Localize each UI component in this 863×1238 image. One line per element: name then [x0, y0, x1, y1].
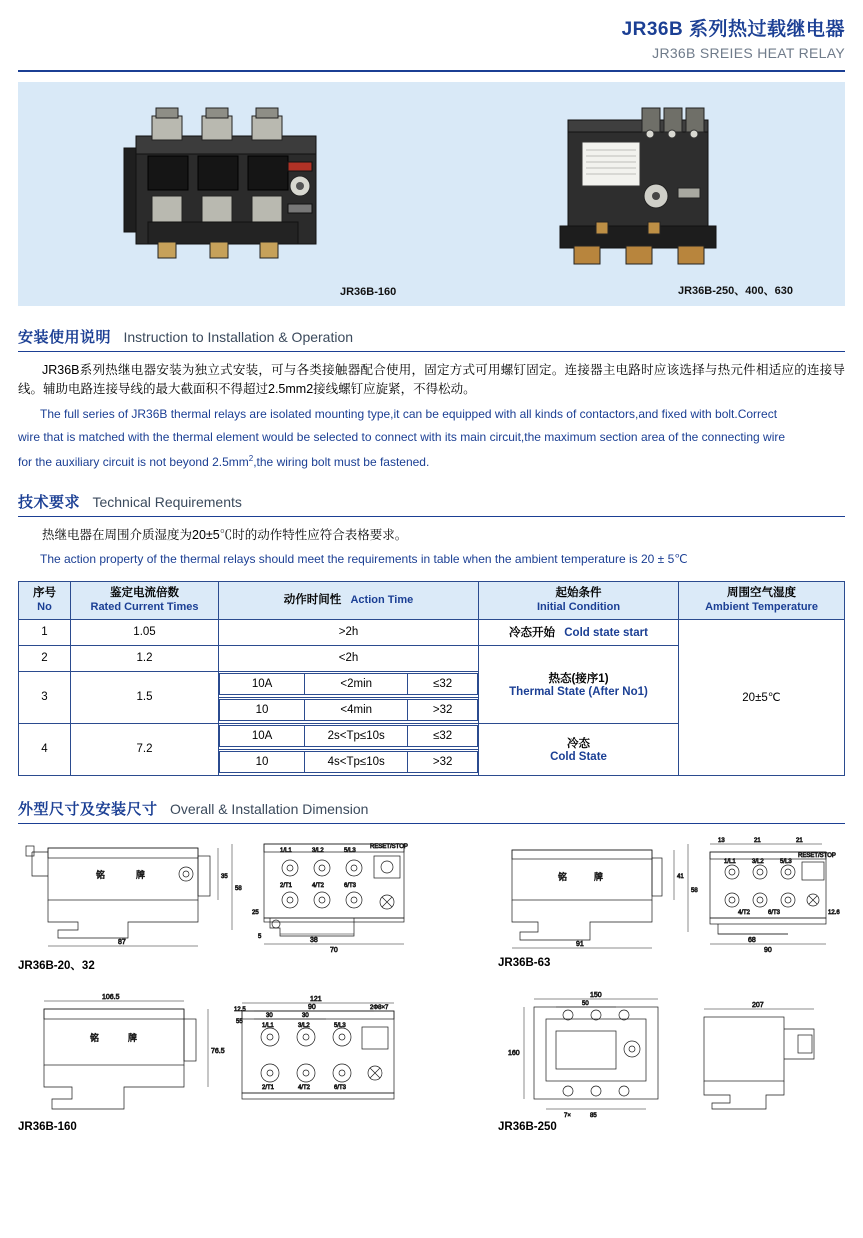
svg-text:3/L2: 3/L2: [312, 847, 324, 854]
installation-en-line2: wire that is matched with the thermal element would be selected to connect with its main circuit,the maximum section area of the connecting wire: [18, 430, 786, 445]
svg-text:2/T1: 2/T1: [280, 882, 293, 889]
section-title-en-technical: Technical Requirements: [92, 493, 242, 510]
cell-action-3a: [219, 671, 479, 697]
product-image-jr36b-160: [118, 104, 343, 269]
cell-action-4b-a: 10: [220, 752, 305, 773]
svg-text:76.5: 76.5: [211, 1047, 225, 1055]
cell-action-3b-b: <4min: [305, 700, 408, 721]
svg-text:87: 87: [118, 938, 126, 946]
cell-condition-1-en: Cold state start: [564, 627, 648, 640]
svg-text:25: 25: [252, 909, 259, 916]
section-divider-dimension: [18, 823, 845, 824]
cell-condition-1: [479, 619, 679, 645]
table-head: [19, 581, 845, 619]
svg-text:85: 85: [590, 1112, 597, 1119]
cell-action-4a-b: 2s<Tp≤10s: [305, 726, 408, 747]
action-property-table: [18, 581, 845, 776]
photo-caption-right: JR36B-250、400、630: [678, 285, 793, 297]
section-heading-dimension: [18, 798, 845, 819]
th-initial-condition-en: Initial Condition: [536, 600, 621, 613]
cell-action-2: <2h: [219, 645, 479, 671]
svg-text:35: 35: [221, 873, 228, 880]
technical-paragraph-en: The action property of the thermal relays should meet the requirements in table when the ambient temperature is 20 ± 5℃: [40, 552, 688, 567]
th-action-time-en: Action Time: [350, 593, 414, 606]
cell-times-3: 1.5: [71, 671, 219, 723]
svg-text:RESET/STOP: RESET/STOP: [370, 843, 408, 850]
svg-text:50: 50: [582, 1000, 589, 1007]
svg-text:58: 58: [235, 885, 242, 892]
th-initial-condition: [479, 581, 679, 619]
dimension-drawings: [18, 830, 845, 1133]
svg-text:70: 70: [330, 946, 338, 954]
page-title-en: JR36B SREIES HEAT RELAY: [652, 45, 845, 61]
cell-condition-4: [479, 723, 679, 775]
cell-action-4a-c: ≤32: [408, 726, 478, 747]
svg-text:1/L1: 1/L1: [262, 1022, 274, 1029]
installation-paragraph-en: [18, 406, 845, 423]
svg-text:6/T3: 6/T3: [768, 909, 781, 916]
table-body: [19, 619, 845, 775]
section-title-cn-dimension: 外型尺寸及安装尺寸: [18, 800, 158, 818]
cell-action-3b: [219, 697, 479, 723]
svg-text:牌: 牌: [136, 869, 146, 880]
cell-condition-4-cn: 冷态: [567, 738, 590, 751]
section-title-cn-installation: 安装使用说明: [18, 329, 112, 346]
th-initial-condition-cn: 起始条件: [555, 587, 602, 600]
nested-action-4a: [219, 725, 478, 747]
cell-action-4b-b: 4s<Tp≤10s: [305, 752, 408, 773]
cell-action-3a-a: 10A: [220, 674, 305, 695]
cell-ambient-temperature: 20±5℃: [679, 619, 845, 775]
drawing-jr36b-160: [18, 983, 438, 1133]
cell-times-1: 1.05: [71, 619, 219, 645]
svg-text:90: 90: [308, 1003, 316, 1011]
section-title-en-installation: Instruction to Installation & Operation: [123, 329, 354, 345]
svg-text:106.5: 106.5: [102, 993, 120, 1001]
drawing-label-1: JR36B-20、32: [18, 959, 95, 972]
svg-text:6/T3: 6/T3: [344, 882, 357, 889]
svg-text:牌: 牌: [594, 871, 604, 882]
svg-text:12.6: 12.6: [828, 909, 840, 916]
svg-text:90: 90: [764, 946, 772, 954]
th-no-en: No: [37, 600, 52, 613]
th-no: [19, 581, 71, 619]
installation-en-line3a: for the auxiliary circuit is not beyond 2.5mm: [18, 454, 249, 469]
installation-en-line3b: ,the wiring bolt must be fastened.: [253, 454, 430, 469]
page-header: [18, 0, 845, 61]
cell-no-4: 4: [19, 723, 71, 775]
svg-text:13: 13: [718, 837, 725, 844]
drawing-jr36b-20-32: [18, 830, 438, 973]
svg-text:铭: 铭: [558, 871, 568, 882]
cell-condition-4-en: Cold State: [550, 751, 607, 764]
svg-text:150: 150: [590, 991, 602, 999]
cell-action-4b: [219, 749, 479, 775]
drawing-label-3: JR36B-160: [18, 1120, 77, 1133]
svg-text:3/L2: 3/L2: [298, 1022, 310, 1029]
installation-en-line3-wrap: [18, 453, 845, 471]
installation-en-line2-wrap: [18, 429, 845, 446]
installation-en-line1: The full series of JR36B thermal relays are isolated mounting type,it can be equipped with all kinds of contactors,and fixed with bolt.Correct: [40, 406, 778, 421]
section-heading-installation: [18, 326, 845, 347]
cell-no-1: 1: [19, 619, 71, 645]
cell-action-3b-c: >32: [408, 700, 478, 721]
product-image-jr36b-250-400-630: [538, 100, 738, 275]
svg-text:68: 68: [748, 936, 756, 944]
svg-text:4/T2: 4/T2: [298, 1084, 311, 1091]
svg-text:207: 207: [752, 1001, 764, 1009]
cell-times-2: 1.2: [71, 645, 219, 671]
svg-text:4/T2: 4/T2: [312, 882, 325, 889]
table-row: [19, 619, 845, 645]
svg-text:5/L3: 5/L3: [334, 1022, 346, 1029]
cell-action-1: >2h: [219, 619, 479, 645]
svg-text:7×: 7×: [564, 1112, 571, 1119]
svg-text:4/T2: 4/T2: [738, 909, 751, 916]
svg-text:30: 30: [302, 1012, 309, 1019]
svg-text:铭: 铭: [96, 869, 106, 880]
nested-action-4b: [219, 751, 478, 773]
cell-action-3a-c: ≤32: [408, 674, 478, 695]
photo-caption-left: JR36B-160: [340, 286, 397, 298]
th-action-time: [219, 581, 479, 619]
svg-text:5/L3: 5/L3: [780, 858, 792, 865]
drawing-jr36b-250: [498, 983, 843, 1133]
svg-text:铭: 铭: [90, 1032, 100, 1043]
svg-text:5/L3: 5/L3: [344, 847, 356, 854]
installation-en-line3-sup: 2: [248, 453, 254, 463]
cell-action-4a: [219, 723, 479, 749]
th-ambient-temperature: [679, 581, 845, 619]
product-photo-band: [18, 82, 845, 306]
cell-condition-2-en: Thermal State (After No1): [509, 686, 648, 699]
section-divider-technical: [18, 516, 845, 517]
section-divider-installation: [18, 351, 845, 352]
drawing-jr36b-63: [498, 830, 843, 973]
cell-action-3a-b: <2min: [305, 674, 408, 695]
th-rated-current-en: Rated Current Times: [90, 600, 199, 613]
nested-action-3b: [219, 699, 478, 721]
svg-text:3/L2: 3/L2: [752, 858, 764, 865]
cell-no-3: 3: [19, 671, 71, 723]
installation-paragraph-cn: JR36B系列热继电器安装为独立式安装，可与各类接触器配合使用，固定方式可用螺钉固定。连接器主电路时应该选择与热元件相适应的连接导线。辅助电路连接导线的最大截面积不得超过2.5mm2接线螺钉应旋紧，不得松动。: [18, 363, 845, 397]
cell-times-4: 7.2: [71, 723, 219, 775]
section-title-en-dimension: Overall & Installation Dimension: [169, 800, 369, 817]
cell-condition-2-cn: 热态(接序1): [548, 673, 609, 686]
technical-paragraph-cn: 热继电器在周围介质湿度为20±5℃时的动作特性应符合表格要求。: [42, 527, 408, 542]
th-action-time-cn: 动作时间性: [283, 593, 342, 606]
cell-no-2: 2: [19, 645, 71, 671]
svg-text:2Φ8×7: 2Φ8×7: [370, 1004, 389, 1011]
th-ambient-temperature-cn: 周围空气湿度: [727, 587, 796, 600]
svg-text:160: 160: [508, 1049, 520, 1057]
cell-action-4b-c: >32: [408, 752, 478, 773]
svg-text:1/L1: 1/L1: [280, 847, 292, 854]
svg-text:38: 38: [310, 936, 318, 944]
table-header-row: [19, 581, 845, 619]
svg-text:91: 91: [576, 940, 584, 948]
svg-text:5: 5: [258, 933, 262, 940]
svg-text:41: 41: [677, 873, 684, 880]
cell-action-3b-a: 10: [220, 700, 305, 721]
cell-action-4a-a: 10A: [220, 726, 305, 747]
section-heading-technical: [18, 491, 845, 512]
svg-text:1/L1: 1/L1: [724, 858, 736, 865]
th-no-cn: 序号: [33, 587, 56, 600]
drawing-label-2: JR36B-63: [498, 956, 551, 969]
svg-text:121: 121: [310, 995, 322, 1003]
section-title-cn-technical: 技术要求: [18, 493, 81, 511]
svg-text:牌: 牌: [128, 1032, 138, 1043]
svg-text:6/T3: 6/T3: [334, 1084, 347, 1091]
cell-condition-2: [479, 645, 679, 723]
svg-text:21: 21: [754, 837, 761, 844]
header-divider: [18, 70, 845, 72]
page-title-cn: JR36B 系列热过载继电器: [621, 19, 845, 40]
nested-action-3a: [219, 673, 478, 695]
svg-text:RESET/STOP: RESET/STOP: [798, 852, 836, 859]
svg-text:55: 55: [236, 1018, 243, 1025]
svg-text:30: 30: [266, 1012, 273, 1019]
drawing-label-4: JR36B-250: [498, 1120, 557, 1133]
th-rated-current: [71, 581, 219, 619]
th-ambient-temperature-en: Ambient Temperature: [705, 600, 818, 613]
svg-text:58: 58: [691, 887, 698, 894]
cell-condition-1-cn: 冷态开始: [509, 627, 556, 640]
svg-text:2/T1: 2/T1: [262, 1084, 275, 1091]
svg-text:12.5: 12.5: [234, 1006, 246, 1013]
svg-text:21: 21: [796, 837, 803, 844]
th-rated-current-cn: 鉴定电流倍数: [110, 587, 179, 600]
